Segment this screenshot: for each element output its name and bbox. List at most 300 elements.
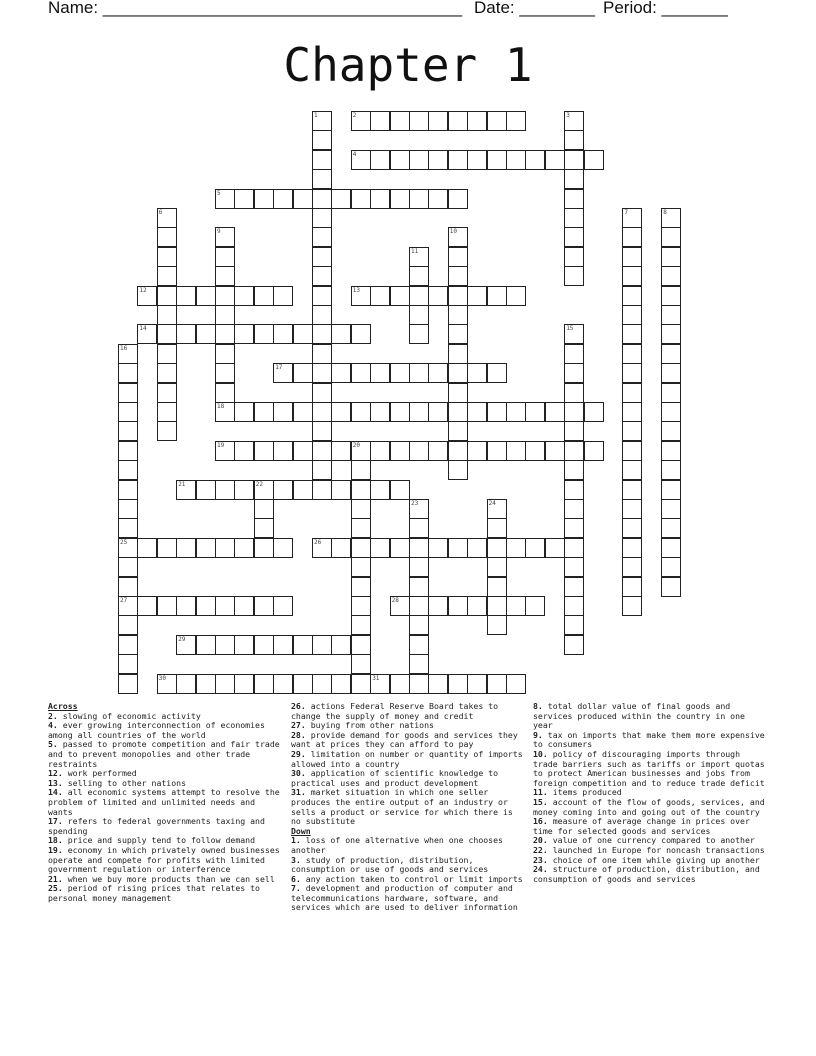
date-field[interactable]: Date: ________ — [474, 0, 595, 17]
grid-cell[interactable] — [254, 499, 274, 519]
grid-cell[interactable] — [409, 577, 429, 597]
grid-cell[interactable] — [428, 363, 448, 383]
grid-cell[interactable] — [564, 441, 584, 461]
grid-cell[interactable] — [215, 363, 235, 383]
grid-cell[interactable] — [390, 286, 410, 306]
grid-cell[interactable] — [661, 227, 681, 247]
grid-cell[interactable] — [254, 441, 274, 461]
grid-cell[interactable] — [661, 421, 681, 441]
period-field[interactable]: Period: _______ — [603, 0, 728, 17]
grid-cell[interactable] — [215, 305, 235, 325]
grid-cell[interactable] — [137, 596, 157, 616]
grid-cell[interactable] — [157, 596, 177, 616]
grid-cell[interactable] — [273, 596, 293, 616]
grid-cell[interactable] — [487, 363, 507, 383]
grid-cell[interactable] — [506, 111, 526, 131]
grid-cell[interactable] — [331, 189, 351, 209]
grid-cell[interactable] — [661, 557, 681, 577]
grid-cell[interactable] — [487, 557, 507, 577]
grid-cell[interactable] — [390, 480, 410, 500]
grid-cell[interactable] — [467, 441, 487, 461]
grid-cell[interactable] — [293, 363, 313, 383]
grid-cell[interactable] — [215, 480, 235, 500]
grid-cell[interactable] — [428, 111, 448, 131]
grid-cell[interactable] — [584, 150, 604, 170]
grid-cell[interactable] — [622, 499, 642, 519]
grid-cell[interactable] — [448, 402, 468, 422]
grid-cell[interactable] — [564, 635, 584, 655]
grid-cell[interactable] — [525, 538, 545, 558]
grid-cell[interactable] — [254, 538, 274, 558]
grid-cell[interactable] — [525, 402, 545, 422]
grid-cell[interactable] — [467, 150, 487, 170]
grid-cell[interactable] — [622, 518, 642, 538]
grid-cell[interactable] — [409, 615, 429, 635]
grid-cell[interactable] — [157, 324, 177, 344]
grid-cell[interactable] — [118, 363, 138, 383]
grid-cell[interactable] — [487, 577, 507, 597]
grid-cell[interactable] — [293, 480, 313, 500]
grid-cell[interactable] — [409, 557, 429, 577]
grid-cell[interactable] — [467, 363, 487, 383]
grid-cell[interactable] — [409, 266, 429, 286]
grid-cell[interactable] — [448, 596, 468, 616]
grid-cell[interactable] — [409, 111, 429, 131]
grid-cell[interactable] — [118, 421, 138, 441]
grid-cell[interactable] — [564, 247, 584, 267]
grid-cell[interactable] — [661, 538, 681, 558]
grid-cell[interactable] — [312, 344, 332, 364]
grid-cell[interactable] — [234, 538, 254, 558]
grid-cell[interactable] — [564, 363, 584, 383]
grid-cell[interactable] — [448, 286, 468, 306]
grid-cell[interactable] — [176, 674, 196, 694]
grid-cell[interactable] — [312, 363, 332, 383]
grid-cell[interactable] — [293, 324, 313, 344]
grid-cell[interactable] — [661, 577, 681, 597]
grid-cell[interactable] — [564, 150, 584, 170]
grid-cell[interactable] — [215, 344, 235, 364]
grid-cell[interactable] — [390, 538, 410, 558]
grid-cell[interactable] — [390, 189, 410, 209]
grid-cell[interactable] — [390, 441, 410, 461]
grid-cell[interactable] — [564, 480, 584, 500]
grid-cell[interactable] — [312, 130, 332, 150]
grid-cell[interactable] — [409, 654, 429, 674]
grid-cell[interactable] — [196, 324, 216, 344]
grid-cell[interactable] — [564, 169, 584, 189]
grid-cell[interactable] — [293, 189, 313, 209]
grid-cell[interactable] — [370, 480, 390, 500]
grid-cell[interactable] — [409, 324, 429, 344]
grid-cell[interactable] — [215, 324, 235, 344]
grid-cell[interactable] — [312, 189, 332, 209]
grid-cell[interactable] — [331, 538, 351, 558]
grid-cell[interactable] — [467, 111, 487, 131]
grid-cell[interactable] — [448, 674, 468, 694]
grid-cell[interactable] — [448, 383, 468, 403]
grid-cell[interactable] — [215, 383, 235, 403]
grid-cell[interactable] — [234, 286, 254, 306]
grid-cell[interactable] — [118, 402, 138, 422]
grid-cell[interactable] — [293, 674, 313, 694]
grid-cell[interactable] — [564, 557, 584, 577]
grid-cell[interactable] — [409, 363, 429, 383]
grid-cell[interactable] — [661, 499, 681, 519]
grid-cell[interactable] — [312, 247, 332, 267]
grid-cell[interactable] — [487, 518, 507, 538]
grid-cell[interactable] — [428, 674, 448, 694]
grid-cell[interactable] — [448, 460, 468, 480]
grid-cell[interactable] — [118, 615, 138, 635]
grid-cell[interactable] — [196, 596, 216, 616]
grid-cell[interactable] — [312, 208, 332, 228]
grid-cell[interactable] — [525, 441, 545, 461]
grid-cell[interactable] — [157, 247, 177, 267]
grid-cell[interactable] — [467, 674, 487, 694]
grid-cell[interactable] — [448, 305, 468, 325]
grid-cell[interactable] — [525, 596, 545, 616]
grid-cell[interactable] — [215, 635, 235, 655]
grid-cell[interactable] — [564, 130, 584, 150]
grid-cell[interactable] — [409, 441, 429, 461]
grid-cell[interactable] — [118, 383, 138, 403]
grid-cell[interactable] — [351, 635, 371, 655]
grid-cell[interactable] — [661, 518, 681, 538]
grid-cell[interactable] — [506, 596, 526, 616]
grid-cell[interactable] — [351, 557, 371, 577]
grid-cell[interactable] — [448, 344, 468, 364]
grid-cell[interactable] — [428, 189, 448, 209]
grid-cell[interactable] — [215, 674, 235, 694]
grid-cell[interactable] — [196, 286, 216, 306]
grid-cell[interactable] — [351, 596, 371, 616]
grid-cell[interactable] — [584, 402, 604, 422]
grid-cell[interactable] — [506, 441, 526, 461]
grid-cell[interactable] — [254, 635, 274, 655]
grid-cell[interactable] — [564, 208, 584, 228]
grid-cell[interactable] — [157, 383, 177, 403]
grid-cell[interactable] — [428, 286, 448, 306]
grid-cell[interactable] — [234, 189, 254, 209]
grid-cell[interactable] — [273, 538, 293, 558]
grid-cell[interactable] — [273, 480, 293, 500]
grid-cell[interactable] — [409, 402, 429, 422]
grid-cell[interactable] — [118, 441, 138, 461]
grid-cell[interactable] — [545, 402, 565, 422]
grid-cell[interactable] — [351, 402, 371, 422]
grid-cell[interactable] — [661, 305, 681, 325]
grid-cell[interactable] — [273, 674, 293, 694]
grid-cell[interactable] — [312, 266, 332, 286]
grid-cell[interactable] — [390, 363, 410, 383]
grid-cell[interactable] — [661, 402, 681, 422]
grid-cell[interactable] — [137, 538, 157, 558]
grid-cell[interactable] — [370, 189, 390, 209]
grid-cell[interactable] — [409, 305, 429, 325]
grid-cell[interactable] — [584, 441, 604, 461]
grid-cell[interactable] — [390, 402, 410, 422]
grid-cell[interactable] — [487, 402, 507, 422]
grid-cell[interactable] — [118, 654, 138, 674]
grid-cell[interactable] — [661, 344, 681, 364]
grid-cell[interactable] — [351, 480, 371, 500]
grid-cell[interactable] — [622, 480, 642, 500]
grid-cell[interactable] — [428, 538, 448, 558]
grid-cell[interactable] — [409, 596, 429, 616]
grid-cell[interactable] — [409, 538, 429, 558]
grid-cell[interactable] — [564, 577, 584, 597]
grid-cell[interactable] — [351, 577, 371, 597]
grid-cell[interactable] — [273, 189, 293, 209]
grid-cell[interactable] — [196, 635, 216, 655]
grid-cell[interactable] — [564, 538, 584, 558]
grid-cell[interactable] — [234, 674, 254, 694]
grid-cell[interactable] — [234, 324, 254, 344]
grid-cell[interactable] — [312, 305, 332, 325]
grid-cell[interactable] — [487, 674, 507, 694]
grid-cell[interactable] — [661, 324, 681, 344]
grid-cell[interactable] — [545, 150, 565, 170]
grid-cell[interactable] — [428, 596, 448, 616]
grid-cell[interactable] — [622, 577, 642, 597]
grid-cell[interactable] — [157, 344, 177, 364]
grid-cell[interactable] — [273, 635, 293, 655]
grid-cell[interactable] — [331, 674, 351, 694]
grid-cell[interactable] — [118, 557, 138, 577]
grid-cell[interactable] — [118, 518, 138, 538]
grid-cell[interactable] — [506, 286, 526, 306]
grid-cell[interactable] — [118, 480, 138, 500]
grid-cell[interactable] — [622, 557, 642, 577]
grid-cell[interactable] — [622, 286, 642, 306]
grid-cell[interactable] — [254, 286, 274, 306]
grid-cell[interactable] — [312, 227, 332, 247]
grid-cell[interactable] — [448, 324, 468, 344]
grid-cell[interactable] — [312, 402, 332, 422]
grid-cell[interactable] — [390, 674, 410, 694]
grid-cell[interactable] — [409, 518, 429, 538]
grid-cell[interactable] — [331, 324, 351, 344]
grid-cell[interactable] — [564, 383, 584, 403]
grid-cell[interactable] — [448, 150, 468, 170]
grid-cell[interactable] — [254, 324, 274, 344]
grid-cell[interactable] — [545, 441, 565, 461]
grid-cell[interactable] — [234, 596, 254, 616]
grid-cell[interactable] — [564, 615, 584, 635]
grid-cell[interactable] — [351, 499, 371, 519]
grid-cell[interactable] — [312, 324, 332, 344]
grid-cell[interactable] — [622, 305, 642, 325]
grid-cell[interactable] — [487, 615, 507, 635]
grid-cell[interactable] — [351, 674, 371, 694]
grid-cell[interactable] — [409, 150, 429, 170]
grid-cell[interactable] — [622, 402, 642, 422]
grid-cell[interactable] — [661, 247, 681, 267]
grid-cell[interactable] — [254, 674, 274, 694]
grid-cell[interactable] — [215, 596, 235, 616]
grid-cell[interactable] — [312, 460, 332, 480]
grid-cell[interactable] — [196, 480, 216, 500]
grid-cell[interactable] — [661, 266, 681, 286]
grid-cell[interactable] — [370, 150, 390, 170]
grid-cell[interactable] — [273, 324, 293, 344]
grid-cell[interactable] — [273, 441, 293, 461]
grid-cell[interactable] — [157, 266, 177, 286]
grid-cell[interactable] — [564, 227, 584, 247]
grid-cell[interactable] — [622, 227, 642, 247]
grid-cell[interactable] — [312, 150, 332, 170]
grid-cell[interactable] — [370, 538, 390, 558]
grid-cell[interactable] — [622, 383, 642, 403]
grid-cell[interactable] — [215, 266, 235, 286]
grid-cell[interactable] — [312, 441, 332, 461]
grid-cell[interactable] — [622, 596, 642, 616]
grid-cell[interactable] — [506, 674, 526, 694]
grid-cell[interactable] — [661, 383, 681, 403]
grid-cell[interactable] — [215, 247, 235, 267]
grid-cell[interactable] — [390, 111, 410, 131]
name-field[interactable]: Name: ______________________________________ — [48, 0, 463, 17]
grid-cell[interactable] — [428, 441, 448, 461]
grid-cell[interactable] — [448, 189, 468, 209]
grid-cell[interactable] — [293, 441, 313, 461]
grid-cell[interactable] — [506, 538, 526, 558]
grid-cell[interactable] — [351, 324, 371, 344]
grid-cell[interactable] — [564, 189, 584, 209]
grid-cell[interactable] — [564, 402, 584, 422]
grid-cell[interactable] — [118, 499, 138, 519]
grid-cell[interactable] — [564, 596, 584, 616]
grid-cell[interactable] — [196, 538, 216, 558]
grid-cell[interactable] — [622, 266, 642, 286]
grid-cell[interactable] — [157, 538, 177, 558]
grid-cell[interactable] — [118, 577, 138, 597]
grid-cell[interactable] — [661, 480, 681, 500]
grid-cell[interactable] — [564, 518, 584, 538]
grid-cell[interactable] — [215, 286, 235, 306]
grid-cell[interactable] — [176, 324, 196, 344]
grid-cell[interactable] — [157, 227, 177, 247]
grid-cell[interactable] — [254, 596, 274, 616]
grid-cell[interactable] — [661, 441, 681, 461]
grid-cell[interactable] — [273, 402, 293, 422]
grid-cell[interactable] — [564, 266, 584, 286]
grid-cell[interactable] — [448, 538, 468, 558]
grid-cell[interactable] — [370, 111, 390, 131]
grid-cell[interactable] — [118, 674, 138, 694]
grid-cell[interactable] — [331, 480, 351, 500]
grid-cell[interactable] — [254, 518, 274, 538]
grid-cell[interactable] — [157, 305, 177, 325]
grid-cell[interactable] — [215, 538, 235, 558]
grid-cell[interactable] — [312, 286, 332, 306]
grid-cell[interactable] — [331, 635, 351, 655]
grid-cell[interactable] — [409, 674, 429, 694]
grid-cell[interactable] — [564, 344, 584, 364]
grid-cell[interactable] — [118, 635, 138, 655]
grid-cell[interactable] — [661, 363, 681, 383]
grid-cell[interactable] — [254, 189, 274, 209]
grid-cell[interactable] — [312, 635, 332, 655]
grid-cell[interactable] — [234, 402, 254, 422]
grid-cell[interactable] — [467, 538, 487, 558]
grid-cell[interactable] — [622, 441, 642, 461]
grid-cell[interactable] — [487, 150, 507, 170]
grid-cell[interactable] — [448, 111, 468, 131]
grid-cell[interactable] — [370, 402, 390, 422]
grid-cell[interactable] — [564, 421, 584, 441]
grid-cell[interactable] — [273, 286, 293, 306]
grid-cell[interactable] — [661, 286, 681, 306]
grid-cell[interactable] — [428, 402, 448, 422]
grid-cell[interactable] — [234, 635, 254, 655]
grid-cell[interactable] — [409, 189, 429, 209]
grid-cell[interactable] — [506, 150, 526, 170]
grid-cell[interactable] — [331, 402, 351, 422]
grid-cell[interactable] — [409, 286, 429, 306]
grid-cell[interactable] — [312, 674, 332, 694]
grid-cell[interactable] — [622, 421, 642, 441]
grid-cell[interactable] — [312, 169, 332, 189]
grid-cell[interactable] — [622, 538, 642, 558]
grid-cell[interactable] — [525, 150, 545, 170]
grid-cell[interactable] — [351, 518, 371, 538]
grid-cell[interactable] — [176, 286, 196, 306]
grid-cell[interactable] — [448, 363, 468, 383]
grid-cell[interactable] — [467, 402, 487, 422]
grid-cell[interactable] — [467, 286, 487, 306]
grid-cell[interactable] — [661, 460, 681, 480]
grid-cell[interactable] — [467, 596, 487, 616]
grid-cell[interactable] — [157, 421, 177, 441]
grid-cell[interactable] — [254, 402, 274, 422]
grid-cell[interactable] — [448, 441, 468, 461]
grid-cell[interactable] — [487, 441, 507, 461]
grid-cell[interactable] — [196, 674, 216, 694]
grid-cell[interactable] — [506, 402, 526, 422]
grid-cell[interactable] — [293, 402, 313, 422]
grid-cell[interactable] — [622, 247, 642, 267]
grid-cell[interactable] — [234, 480, 254, 500]
grid-cell[interactable] — [157, 286, 177, 306]
grid-cell[interactable] — [157, 363, 177, 383]
grid-cell[interactable] — [331, 441, 351, 461]
grid-cell[interactable] — [487, 596, 507, 616]
grid-cell[interactable] — [351, 538, 371, 558]
grid-cell[interactable] — [487, 538, 507, 558]
grid-cell[interactable] — [370, 363, 390, 383]
grid-cell[interactable] — [545, 538, 565, 558]
grid-cell[interactable] — [312, 480, 332, 500]
grid-cell[interactable] — [390, 150, 410, 170]
grid-cell[interactable] — [448, 421, 468, 441]
grid-cell[interactable] — [622, 344, 642, 364]
grid-cell[interactable] — [622, 324, 642, 344]
grid-cell[interactable] — [622, 363, 642, 383]
grid-cell[interactable] — [293, 635, 313, 655]
grid-cell[interactable] — [331, 363, 351, 383]
grid-cell[interactable] — [351, 189, 371, 209]
grid-cell[interactable] — [176, 596, 196, 616]
grid-cell[interactable] — [564, 460, 584, 480]
grid-cell[interactable] — [312, 383, 332, 403]
grid-cell[interactable] — [351, 363, 371, 383]
grid-cell[interactable] — [448, 247, 468, 267]
grid-cell[interactable] — [564, 499, 584, 519]
grid-cell[interactable] — [370, 286, 390, 306]
grid-cell[interactable] — [118, 460, 138, 480]
